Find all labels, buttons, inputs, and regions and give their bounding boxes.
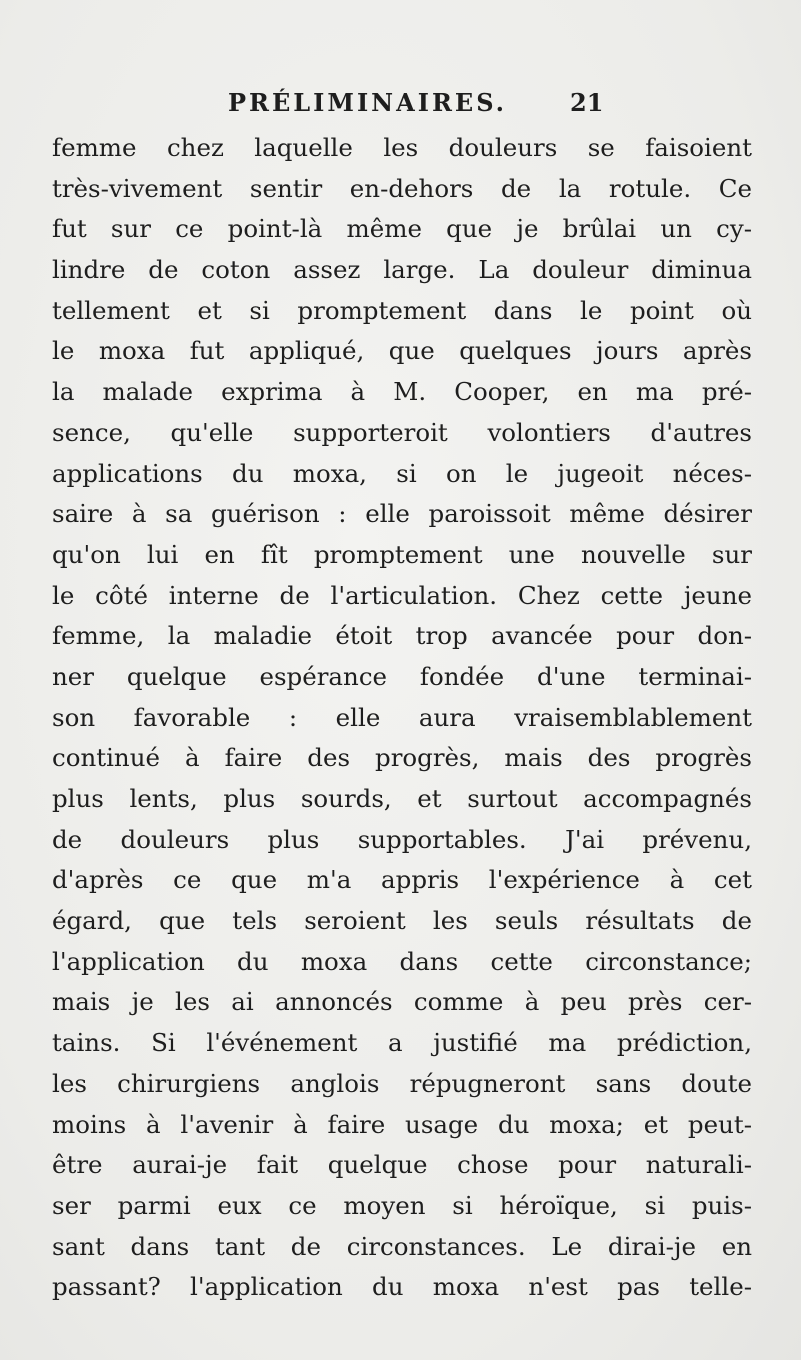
text-line: tellement et si promptement dans le point où (52, 295, 752, 325)
text-line: l'application du moxa dans cette circonstance; (52, 946, 752, 976)
text-line: égard, que tels seroient les seuls résultats de (52, 906, 752, 936)
running-title: PRÉLIMINAIRES. (228, 88, 508, 117)
text-line: femme, la maladie étoit trop avancée pour don- (52, 621, 752, 651)
text-line: être aurai-je fait quelque chose pour naturali- (52, 1150, 752, 1180)
body-text (52, 128, 752, 1308)
text-line: qu'on lui en fît promptement une nouvelle sur (52, 539, 752, 569)
text-line: très-vivement sentir en-dehors de la rotule. Ce (52, 173, 752, 203)
text-line: le côté interne de l'articulation. Chez cette jeune (52, 580, 752, 610)
text-line: femme chez laquelle les douleurs se faisoient (52, 133, 752, 162)
text-line: saire à sa guérison : elle paroissoit même désirer (52, 499, 752, 529)
text-line: ser parmi eux ce moyen si héroïque, si puis- (52, 1190, 752, 1220)
text-line: tains. Si l'événement a justifié ma prédiction, (52, 1028, 752, 1058)
text-line: d'après ce que m'a appris l'expérience à cet (52, 865, 752, 895)
page-header (0, 88, 801, 118)
text-line: moins à l'avenir à faire usage du moxa; et peut- (52, 1109, 752, 1139)
text-line: le moxa fut appliqué, que quelques jours après (52, 336, 752, 366)
text-line: continué à faire des progrès, mais des progrès (52, 743, 752, 773)
text-line: fut sur ce point-là même que je brûlai un cy- (52, 214, 752, 244)
text-line: passant? l'application du moxa n'est pas telle- (52, 1272, 752, 1302)
text-line: son favorable : elle aura vraisemblablement (52, 702, 752, 732)
text-line: plus lents, plus sourds, et surtout accompagnés (52, 784, 752, 813)
text-line: sant dans tant de circonstances. Le dirai-je en (52, 1231, 752, 1261)
text-line: de douleurs plus supportables. J'ai prévenu, (52, 824, 752, 854)
text-line: les chirurgiens anglois répugneront sans doute (52, 1068, 752, 1098)
text-line: mais je les ai annoncés comme à peu près cer- (52, 987, 752, 1017)
page-number: 21 (570, 88, 604, 117)
text-line: la malade exprima à M. Cooper, en ma pré- (52, 377, 752, 407)
text-line: applications du moxa, si on le jugeoit néces- (52, 458, 752, 488)
text-line: sence, qu'elle supporteroit volontiers d'autres (52, 417, 752, 447)
text-line: lindre de coton assez large. La douleur diminua (52, 255, 752, 285)
text-line: ner quelque espérance fondée d'une terminai- (52, 661, 752, 691)
